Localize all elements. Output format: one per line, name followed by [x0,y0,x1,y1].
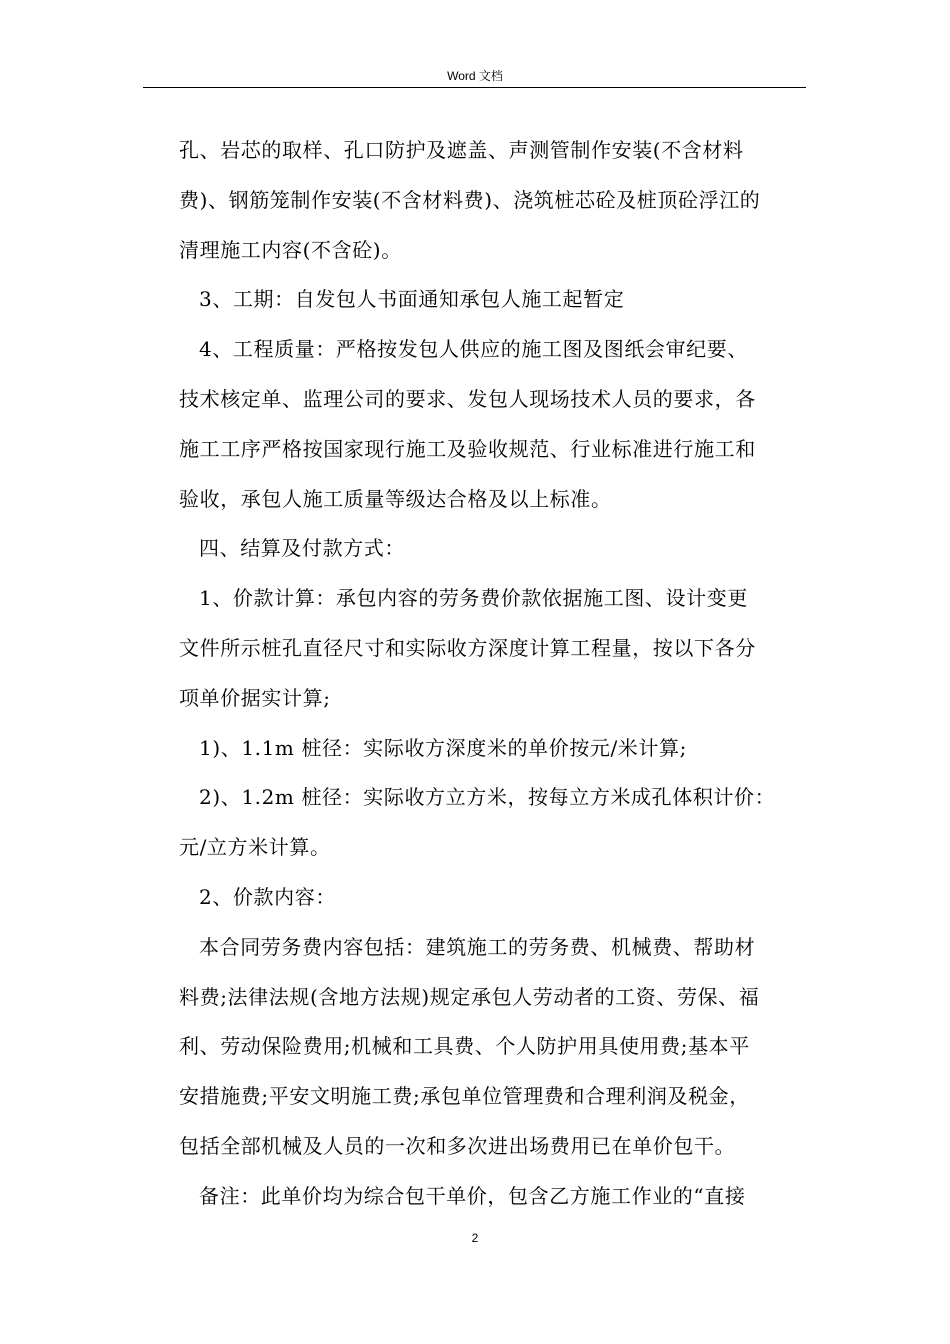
body-line: 2、价款内容： [199,884,336,909]
body-line: 孔、岩芯的取样、孔口防护及遮盖、声测管制作安装(不含材料 [179,138,744,162]
document-body [179,126,805,1222]
body-line: 本合同劳务费内容包括：建筑施工的劳务费、机械费、帮助材 [199,934,756,959]
body-line: 4、工程质量：严格按发包人供应的施工图及图纸会审纪要、 [199,337,748,362]
body-line: 施工工序严格按国家现行施工及验收规范、行业标准进行施工和 [179,436,756,461]
body-line: 四、结算及付款方式： [199,536,405,561]
body-line: 清理施工内容(不含砼)。 [179,237,402,262]
body-line: 项单价据实计算; [179,685,331,710]
body-line: 包括全部机械及人员的一次和多次进出场费用已在单价包干。 [179,1133,736,1158]
body-line: 料费;法律法规(含地方法规)规定承包人劳动者的工资、劳保、福 [179,984,760,1009]
body-line: 验收，承包人施工质量等级达合格及以上标准。 [179,486,612,511]
header-title: Word 文档 [447,69,503,83]
body-line: 文件所示桩孔直径尺寸和实际收方深度计算工程量，按以下各分 [179,635,756,660]
page-number: 2 [471,1231,479,1245]
body-line: 费)、钢筋笼制作安装(不含材料费)、浇筑桩芯砼及桩顶砼浮江的 [179,187,761,212]
body-line: 技术核定单、监理公司的要求、发包人现场技术人员的要求，各 [179,386,756,411]
body-line: 1)、1.1m 桩径：实际收方深度米的单价按元/米计算; [199,735,687,760]
body-line: 备注：此单价均为综合包干单价，包含乙方施工作业的“直接 [199,1183,746,1208]
body-line: 1、价款计算：承包内容的劳务费价款依据施工图、设计变更 [199,586,748,611]
body-line: 3、工期：自发包人书面通知承包人施工起暂定 [199,287,625,312]
body-line: 利、劳动保险费用;机械和工具费、个人防护用具使用费;基本平 [179,1034,750,1059]
body-line: 2)、1.2m 桩径：实际收方立方米，按每立方米成孔体积计价： [199,785,776,810]
body-line: 元/立方米计算。 [179,835,331,860]
body-line: 安措施费;平安文明施工费;承包单位管理费和合理利润及税金， [179,1084,750,1109]
header-divider [143,87,806,88]
